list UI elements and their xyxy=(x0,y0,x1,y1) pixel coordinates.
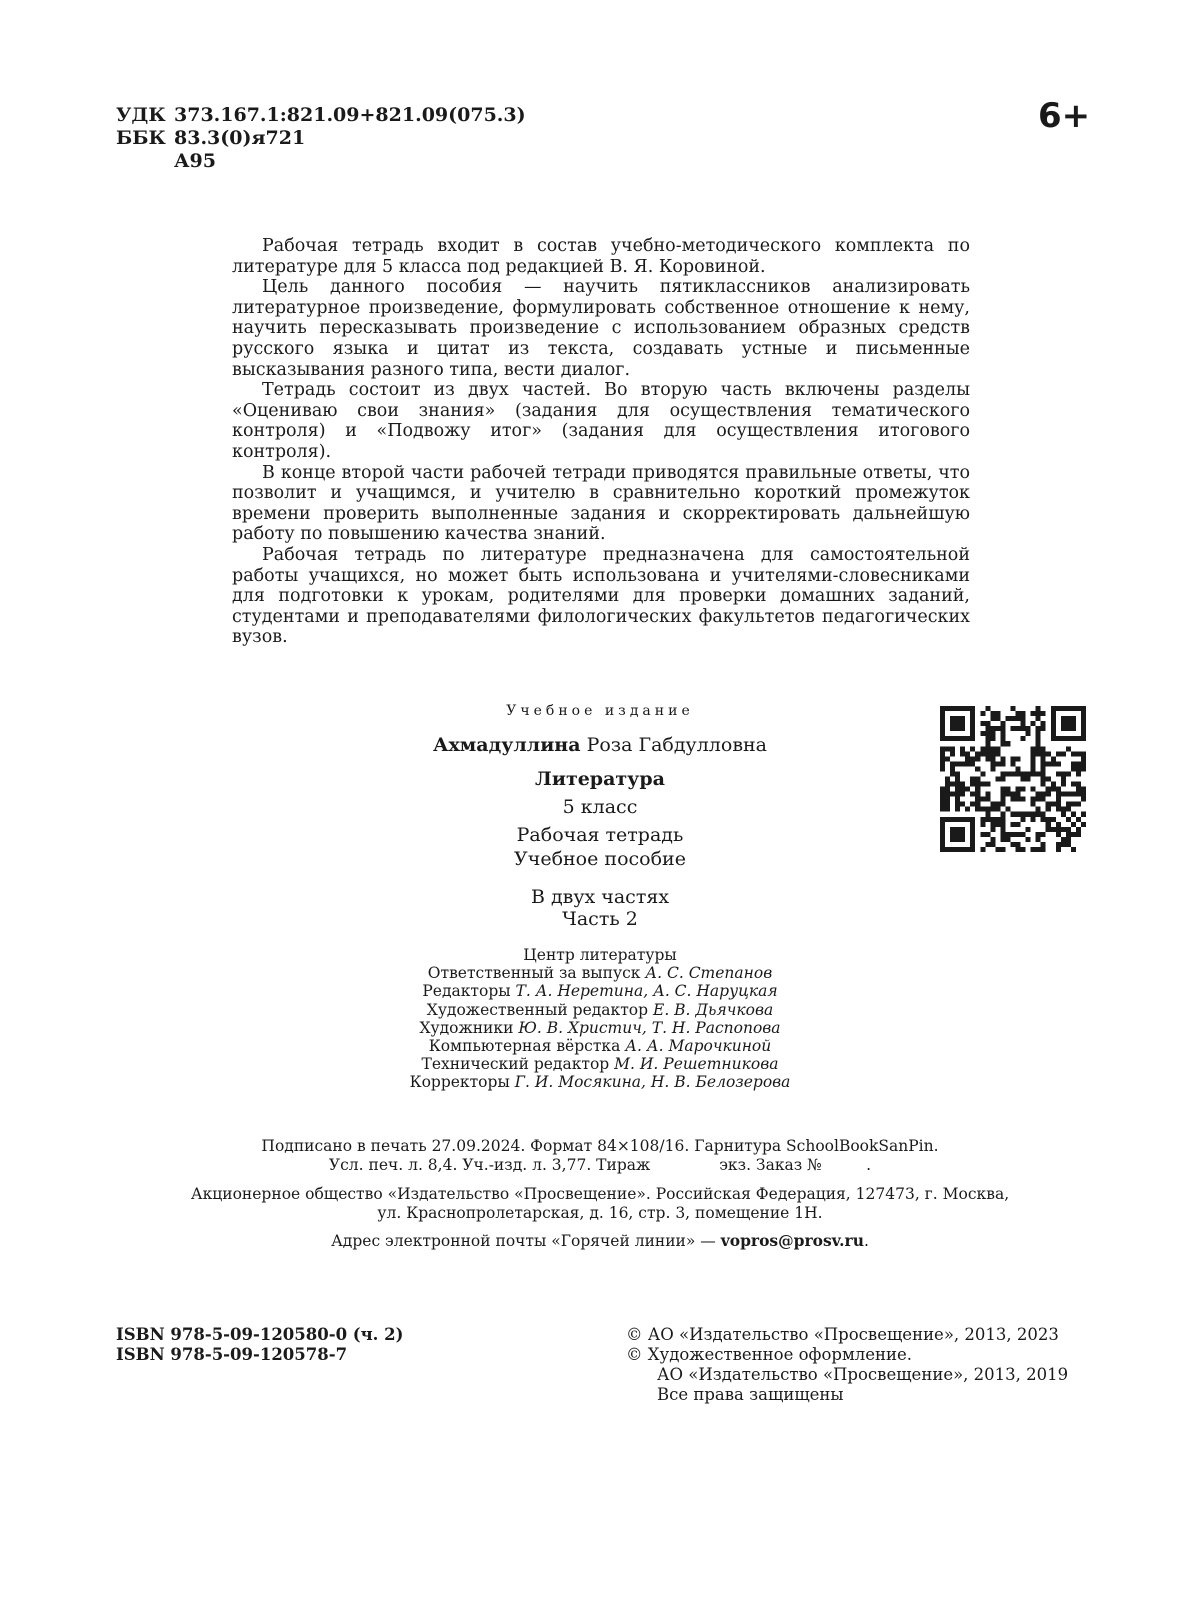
publisher-address: Акционерное общество «Издательство «Просвещение». Российская Федерация, 127473, г. Москва, xyxy=(190,1185,1010,1203)
author-name: Роза Габдулловна xyxy=(586,734,768,756)
udk-value: 373.167.1:821.09+821.09(075.3) xyxy=(174,104,526,126)
author-surname: Ахмадуллина xyxy=(432,734,581,756)
copyright-line: © Художественное оформление. xyxy=(626,1345,913,1364)
grade: 5 класс xyxy=(562,796,638,818)
parts-count: В двух частях xyxy=(530,886,670,908)
credit-role: Корректоры xyxy=(409,1073,510,1092)
subtitle-manual: Учебное пособие xyxy=(514,848,686,870)
hotline-email-line xyxy=(120,1232,1080,1251)
bbk-value: 83.3(0)я721 xyxy=(174,127,306,149)
bbk-line xyxy=(116,127,305,149)
abstract-paragraph: Цель данного пособия — научить пятиклассников анализировать литературное произведение, формулировать собственное отношение к нему, научить пересказывать произведение с использованием образных средств русского языка и цитат из текста, создавать устные и письменные высказывания разного типа, вести диалог. xyxy=(232,277,970,380)
credits-center: Центр литературы xyxy=(523,946,677,964)
credit-role: Ответственный за выпуск xyxy=(427,964,641,983)
credit-row xyxy=(300,1037,900,1055)
abstract-paragraph: Тетрадь состоит из двух частей. Во вторую часть включены разделы «Оцениваю свои знания» (задания для осуществления тематического контроля) и «Подвожу итог» (задания для осуществления итогового контроля). xyxy=(232,380,970,462)
age-rating: 6+ xyxy=(1038,96,1091,136)
copyright-line: АО «Издательство «Просвещение», 2013, 2019 xyxy=(657,1365,1069,1384)
credit-row xyxy=(300,982,900,1000)
credit-role: Художники xyxy=(419,1018,514,1037)
udk-line xyxy=(116,104,526,126)
credit-row xyxy=(300,1001,900,1019)
subtitle-workbook: Рабочая тетрадь xyxy=(516,824,684,846)
print-info-line: Подписано в печать 27.09.2024. Формат 84×108/16. Гарнитура SchoolBookSanPin. xyxy=(261,1137,939,1155)
abstract-paragraph: Рабочая тетрадь по литературе предназначена для самостоятельной работы учащихся, но может быть использована и учителями-словесниками для подготовки к урокам, родителями для проверки домашних заданий, студентами и преподавателями филологических факультетов педагогических вузов. xyxy=(232,544,970,648)
udk-label: УДК xyxy=(116,104,166,126)
credit-names: Е. В. Дьячкова xyxy=(653,1000,774,1019)
publisher-address: ул. Краснопролетарская, д. 16, стр. 3, помещение 1Н. xyxy=(377,1204,823,1222)
part-number: Часть 2 xyxy=(562,908,638,930)
credit-row xyxy=(300,1073,900,1091)
credit-names: А. А. Марочкиной xyxy=(625,1037,772,1056)
credit-row xyxy=(300,1019,900,1037)
edition-type: Учебное издание xyxy=(506,703,694,719)
qr-code xyxy=(940,706,1086,852)
abstract-paragraph: Рабочая тетрадь входит в состав учебно-методического комплекта по литературе для 5 класса под редакцией В. Я. Коровиной. xyxy=(232,236,970,277)
bbk-label: ББК xyxy=(116,127,166,149)
credit-row xyxy=(300,1055,900,1073)
abstract xyxy=(232,236,970,648)
author-mark: А95 xyxy=(174,150,216,172)
credit-names: Т. А. Неретина, А. С. Наруцкая xyxy=(515,982,778,1001)
book-title: Литература xyxy=(535,768,665,790)
credit-row xyxy=(300,964,900,982)
abstract-paragraph: В конце второй части рабочей тетради приводятся правильные ответы, что позволит и учащимся, и учителю в сравнительно короткий промежуток времени проверить выполненные задания и скорректировать дальнейшую работу по повышению качества знаний. xyxy=(232,462,970,545)
isbn-line: ISBN 978-5-09-120578-7 xyxy=(116,1345,348,1364)
hotline-email[interactable]: vopros@prosv.ru xyxy=(720,1231,864,1250)
credit-role: Компьютерная вёрстка xyxy=(428,1037,621,1056)
isbn-block xyxy=(116,1325,403,1365)
copyright-line: © АО «Издательство «Просвещение», 2013, 2023 xyxy=(626,1325,1059,1344)
credits xyxy=(300,946,900,1092)
author-line xyxy=(300,734,900,756)
credit-names: А. С. Степанов xyxy=(645,964,773,983)
credit-names: Ю. В. Христич, Т. Н. Распопова xyxy=(518,1018,781,1037)
isbn-line: ISBN 978-5-09-120580-0 (ч. 2) xyxy=(116,1325,404,1344)
credit-role: Технический редактор xyxy=(421,1055,610,1074)
copyright-line: Все права защищены xyxy=(657,1385,844,1404)
copyright-block xyxy=(626,1325,1068,1405)
print-info-line: Усл. печ. л. 8,4. Уч.-изд. л. 3,77. Тираж экз. Заказ № . xyxy=(328,1156,872,1174)
credit-names: М. И. Решетникова xyxy=(614,1055,779,1074)
credit-role: Художественный редактор xyxy=(426,1000,649,1019)
email-label: Адрес электронной почты «Горячей линии» — xyxy=(331,1232,721,1250)
email-end: . xyxy=(864,1232,869,1250)
credit-role: Редакторы xyxy=(422,982,511,1001)
credit-names: Г. И. Мосякина, Н. В. Белозерова xyxy=(514,1073,791,1092)
